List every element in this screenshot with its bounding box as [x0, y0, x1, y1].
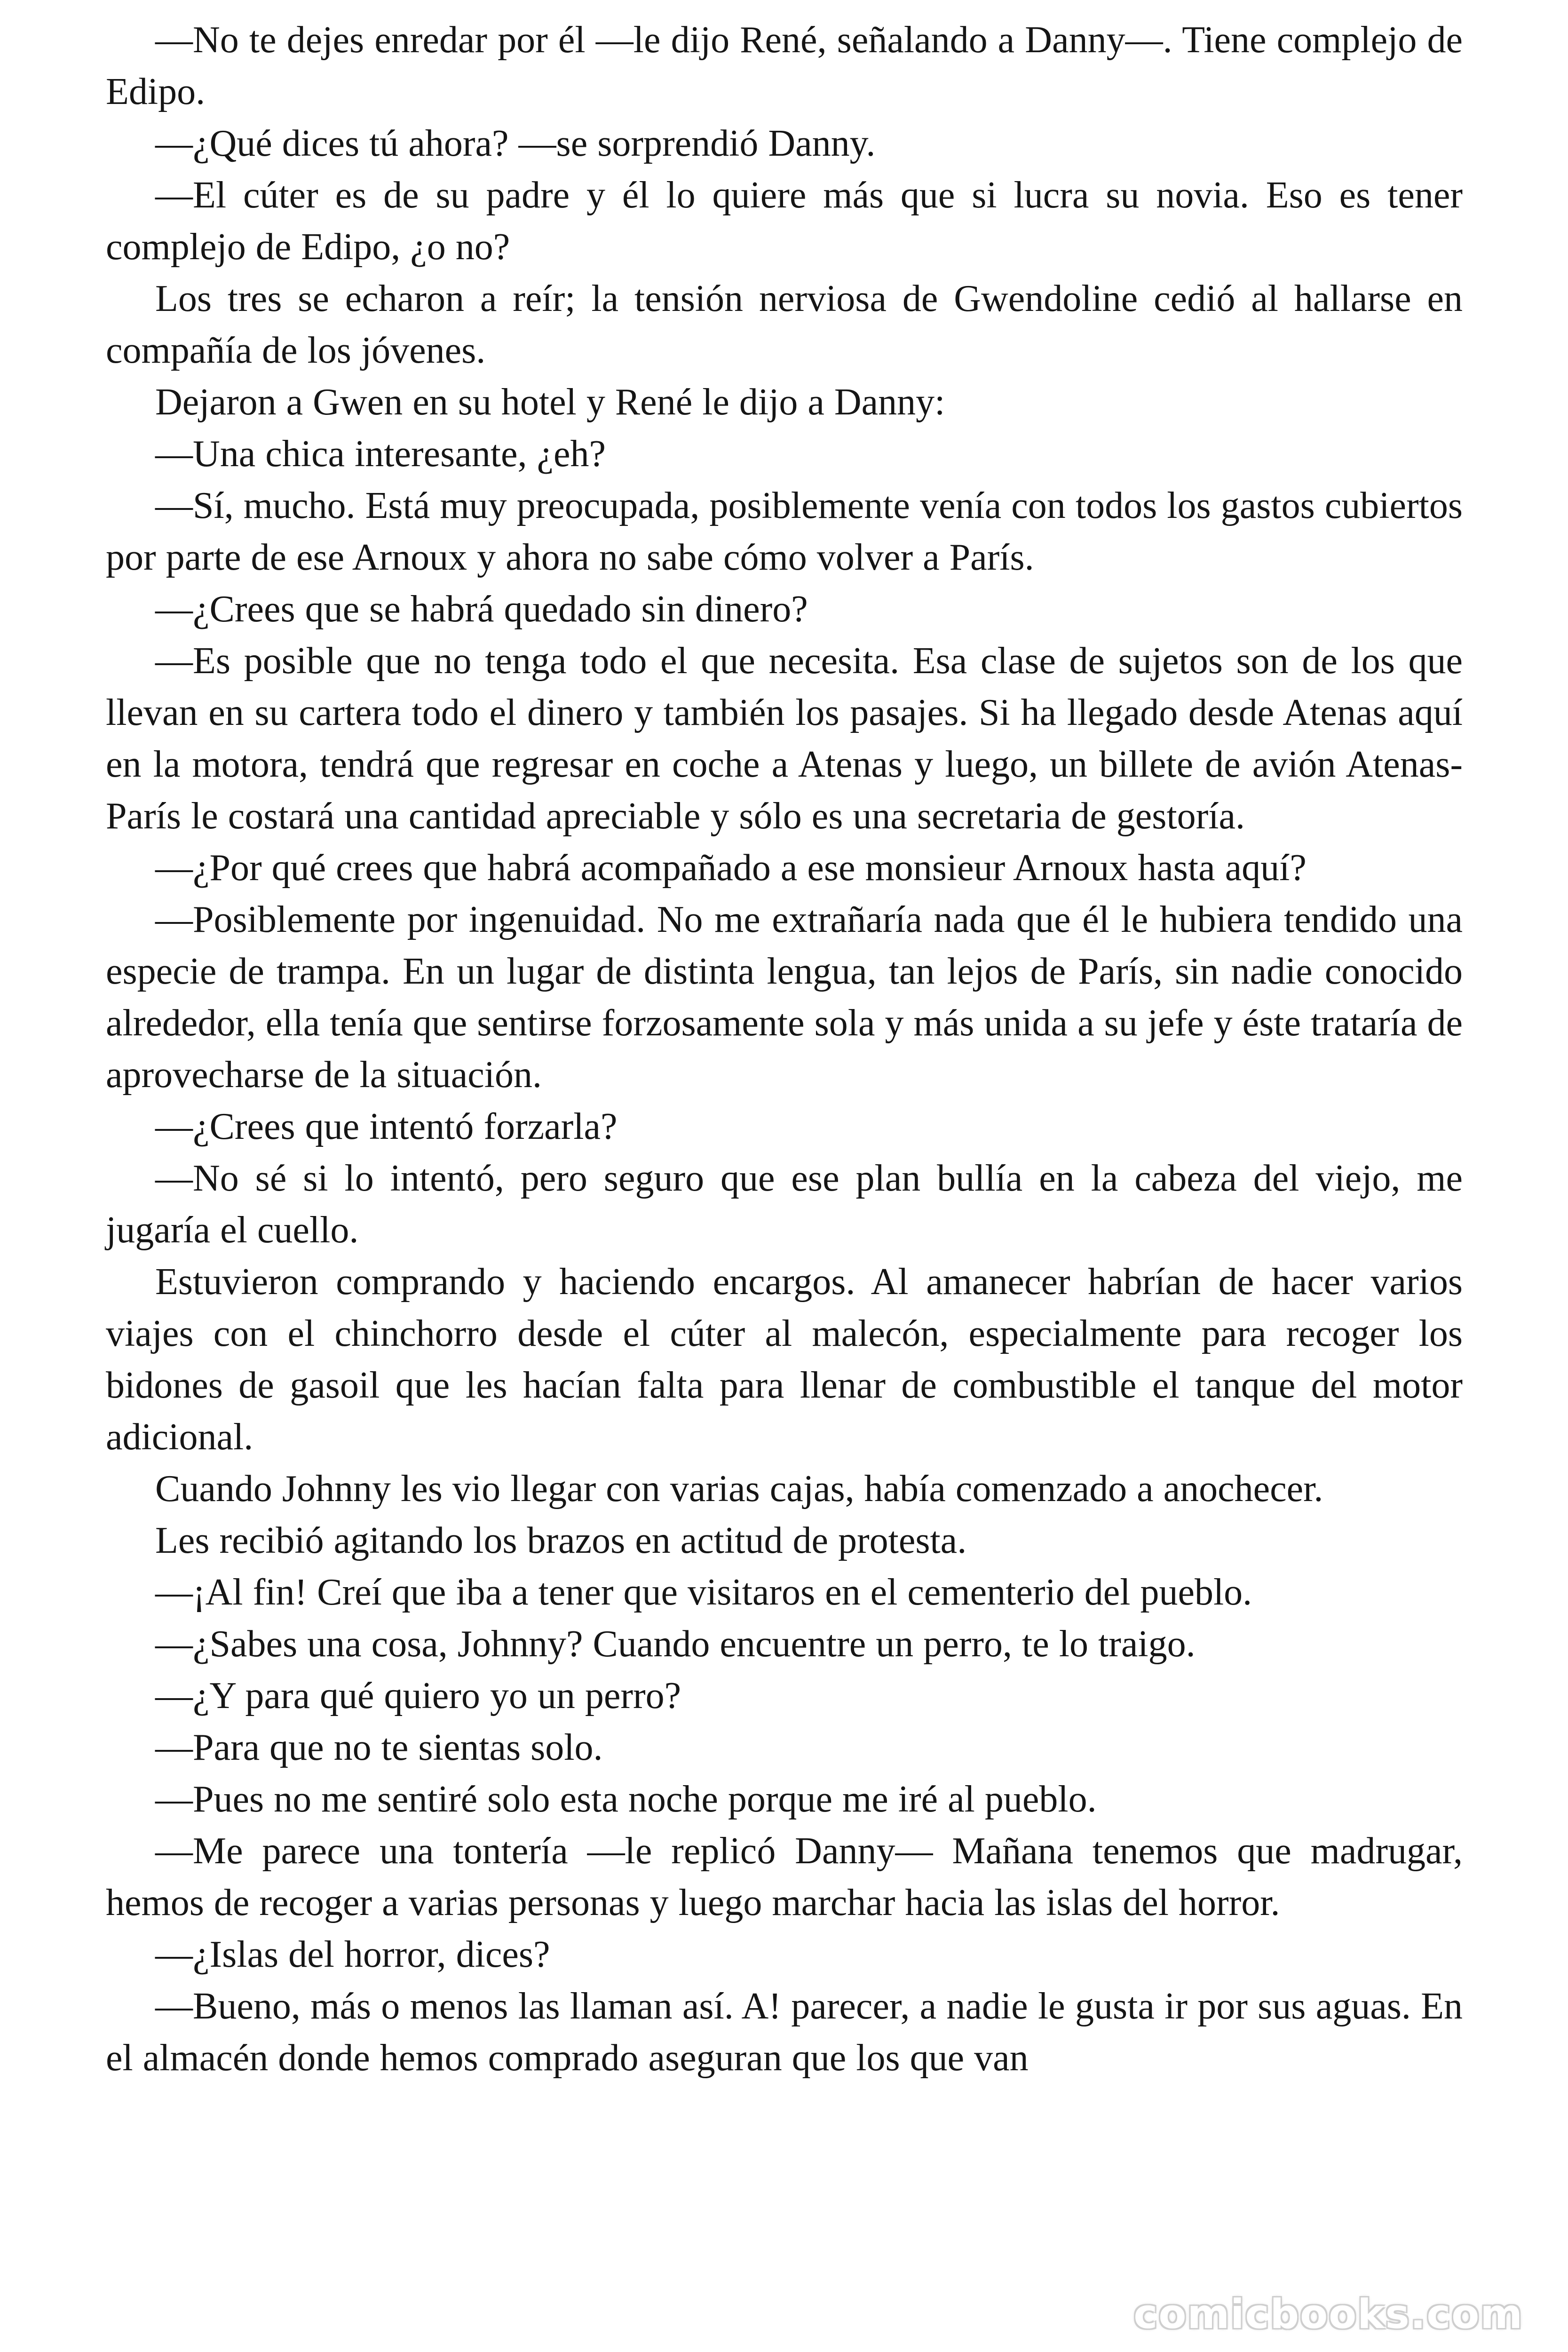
paragraph: —¿Por qué crees que habrá acompañado a ese monsieur Arnoux hasta aquí?	[155, 847, 1307, 889]
paragraph: —¿Islas del horror, dices?	[155, 1934, 550, 1975]
paragraph: —¿Crees que intentó forzarla?	[155, 1106, 618, 1147]
paragraph: Dejaron a Gwen en su hotel y René le dijo a Danny:	[155, 381, 945, 423]
paragraph: —Posiblemente por ingenuidad. No me extrañaría nada que él le hubiera tendido una especie de trampa. En un lugar de distinta lengua, tan lejos de París, sin nadie conocido alrededor, ella tenía que sentirse forzosamente sola y más unida a su jefe y éste trataría de aprovecharse de la situación.	[106, 899, 1463, 1096]
paragraph: —Sí, mucho. Está muy preocupada, posiblemente venía con todos los gastos cubiertos por parte de ese Arnoux y ahora no sabe cómo volver a París.	[106, 485, 1463, 578]
paragraph: Les recibió agitando los brazos en actitud de protesta.	[155, 1520, 967, 1561]
paragraph: —¡Al fin! Creí que iba a tener que visitaros en el cementerio del pueblo.	[155, 1572, 1252, 1613]
paragraph: —¿Sabes una cosa, Johnny? Cuando encuentre un perro, te lo traigo.	[155, 1623, 1196, 1665]
paragraph: —Para que no te sientas solo.	[155, 1727, 603, 1768]
paragraph: —El cúter es de su padre y él lo quiere más que si lucra su novia. Eso es tener complejo de Edipo, ¿o no?	[106, 175, 1463, 268]
paragraph: —No sé si lo intentó, pero seguro que ese plan bullía en la cabeza del viejo, me jugaría el cuello.	[106, 1158, 1463, 1251]
watermark-logo: comicbooks.com	[1133, 2291, 1523, 2338]
page-text	[106, 14, 1463, 2084]
paragraph: —No te dejes enredar por él —le dijo René, señalando a Danny—. Tiene complejo de Edipo.	[106, 19, 1463, 112]
paragraph: —Una chica interesante, ¿eh?	[155, 433, 606, 475]
paragraph: —Bueno, más o menos las llaman así. A! parecer, a nadie le gusta ir por sus aguas. En el almacén donde hemos comprado aseguran que los que van	[106, 1986, 1463, 2079]
paragraph: —¿Crees que se habrá quedado sin dinero?	[155, 588, 808, 630]
paragraph: Los tres se echaron a reír; la tensión nerviosa de Gwendoline cedió al hallarse en compañía de los jóvenes.	[106, 278, 1463, 371]
paragraph: Cuando Johnny les vio llegar con varias cajas, había comenzado a anochecer.	[155, 1468, 1323, 1510]
paragraph: Estuvieron comprando y haciendo encargos. Al amanecer habrían de hacer varios viajes con el chinchorro desde el cúter al malecón, especialmente para recoger los bidones de gasoil que les hacían falta para llenar de combustible el tanque del motor adicional.	[106, 1261, 1463, 1458]
paragraph: —Pues no me sentiré solo esta noche porque me iré al pueblo.	[155, 1779, 1097, 1820]
paragraph: —¿Qué dices tú ahora? —se sorprendió Danny.	[155, 123, 876, 164]
paragraph: —¿Y para qué quiero yo un perro?	[155, 1675, 681, 1716]
paragraph: —Me parece una tontería —le replicó Danny— Mañana tenemos que madrugar, hemos de recoger a varias personas y luego marchar hacia las islas del horror.	[106, 1830, 1463, 1923]
paragraph: —Es posible que no tenga todo el que necesita. Esa clase de sujetos son de los que llevan en su cartera todo el dinero y también los pasajes. Si ha llegado desde Atenas aquí en la motora, tendrá que regresar en coche a Atenas y luego, un billete de avión Atenas-París le costará una cantidad apreciable y sólo es una secretaria de gestoría.	[106, 640, 1463, 837]
